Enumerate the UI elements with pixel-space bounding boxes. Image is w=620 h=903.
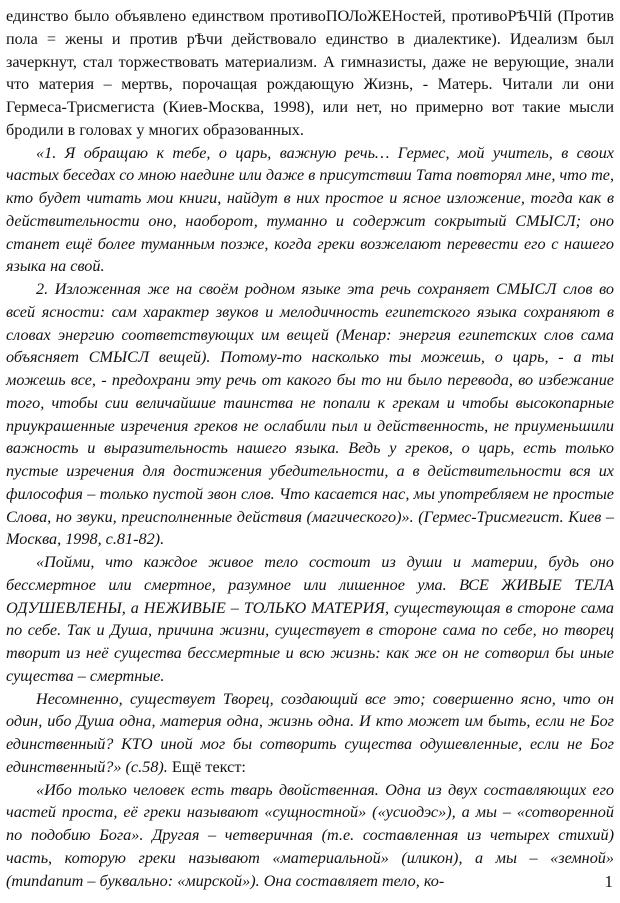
paragraph-quote-man-dual: «Ибо только человек есть тварь двойственная. Одна из двух составляющих его частей проста, её греки называют «сущностной» («усиодэс»), а мы – «сотворенной по подобию Бога». Другая – четверичная (т.е. составленная из четырех стихий) часть, которую греки называют «материальной» (иликон), а мы – «земной» (mundanum – буквально: «мирской»). Она составляет тело, ко-: [6, 780, 614, 890]
creator-quote-tail: Ещё текст:: [167, 757, 246, 776]
page-number: 1: [604, 872, 613, 891]
creator-quote-text: Несомненно, существует Творец, создающий все это; совершенно ясно, что он один, ибо Душа одна, материя одна, жизнь одна. И кто может им быть, если не Бог единственный? КТО иной мог бы сотворить существа одушевленные, если не Бог единственный?» (с.58).: [6, 689, 614, 776]
paragraph-quote-hermes-1: «1. Я обращаю к тебе, о царь, важную речь… Гермес, мой учитель, в своих частых беседах со мною наедине или даже в присутствии Тата повторял мне, что те, кто будет читать мои книги, найдут в них простое и ясное изложение, тогда как в действительности оно, наоборот, туманно и содержит сокрытый СМЫСЛ; оно станет ещё более туманным позже, когда греки возжелают перевести его с нашего языка на свой.: [6, 143, 614, 276]
paragraph-quote-living-bodies: «Пойми, что каждое живое тело состоит из души и материи, будь оно бессмертное или смертное, разумное или лишенное ума. ВСЕ ЖИВЫЕ ТЕЛА ОДУШЕВЛЕНЫ, а НЕЖИВЫЕ – ТОЛЬКО МАТЕРИЯ, существующая в стороне сама по себе. Так и Душа, причина жизни, существует в стороне сама по себе, но творец творит из неё существа бессмертные и всю жизнь: как же он не сотворил бы иные существа – смертные.: [6, 553, 614, 685]
paragraph-quote-creator: [6, 688, 614, 779]
paragraph-intro: единство было объявлено единством противоПОЛоЖЕНостей, противоРѢЧІй (Против пола = жены и против рѢчи действовало единство в диалектике). Идеализм был зачеркнут, стал торжествовать материализм. А гимназисты, даже не верующие, знали что материя – мертвь, порочащая рождающую Жизнь, - Матерь. Читали ли они Гермеса-Трисмегиста (Киев-Москва, 1998), или нет, но примерно вот такие мысли бродили в головах у многих образованных.: [6, 7, 614, 139]
paragraph-quote-hermes-2: 2. Изложенная же на своём родном языке эта речь сохраняет СМЫСЛ слов во всей ясности: сам характер звуков и мелодичность египетского языка сохраняют в словах энергию соответствующих им вещей (Менар: энергия египетских слов сама объясняет СМЫСЛ вещей). Потому-то насколько ты можешь, о царь, - а ты можешь все, - предохрани эту речь от какого бы то ни было перевода, во избежание того, чтобы сии величайшие таинства не попали к грекам и чтобы высокопарные приукрашенные изречения греков не ослабили пыл и действенность, не приуменьшили важность и выразительность нашего языка. Ведь у греков, о царь, есть только пустые изречения для достижения убедительности, а в действительности вся их философия – только пустой звон слов. Что касается нас, мы употребляем не простые Слова, но звуки, преисполненные действия (магического)». (Гермес-Трисмегист. Киев – Москва, 1998, с.81-82).: [6, 280, 614, 549]
